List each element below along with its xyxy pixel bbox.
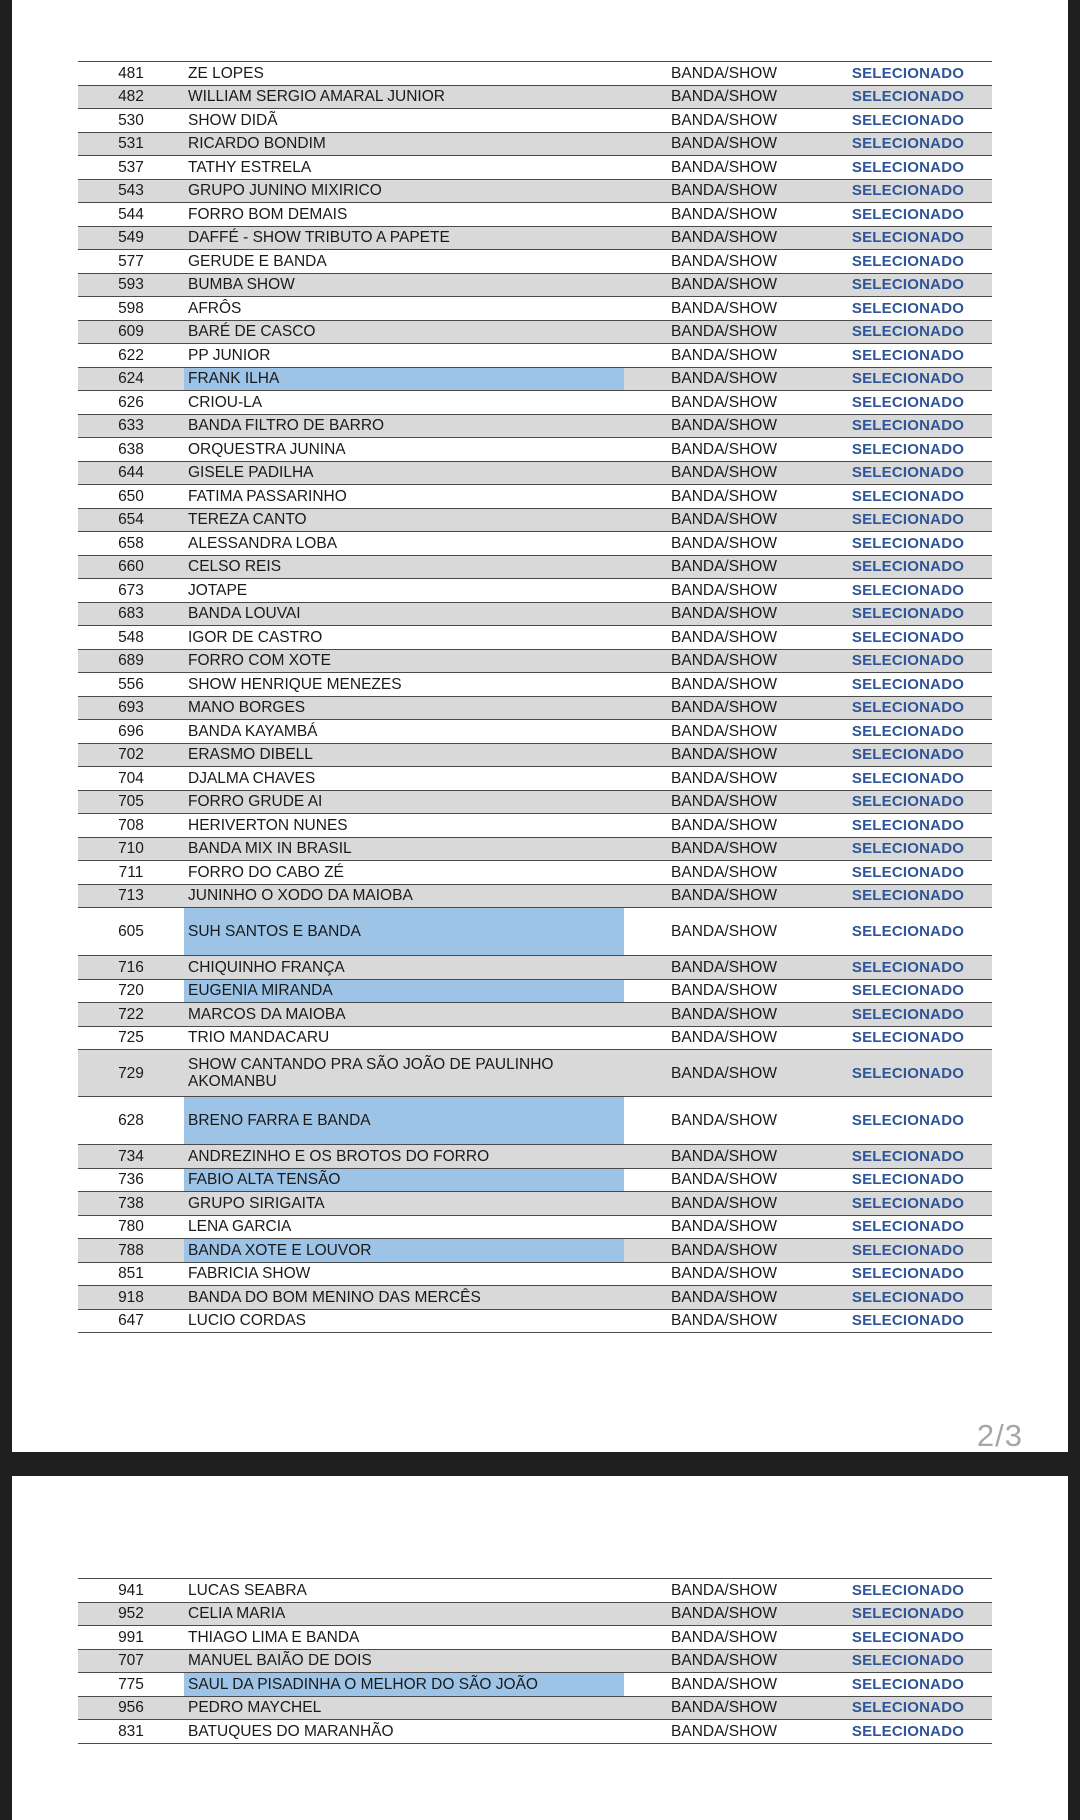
entry-category: BANDA/SHOW — [624, 156, 824, 180]
entry-id: 660 — [78, 555, 184, 579]
entry-status: SELECIONADO — [824, 861, 992, 885]
entry-category: BANDA/SHOW — [624, 884, 824, 908]
entry-status: SELECIONADO — [824, 1309, 992, 1333]
table-row — [78, 1097, 992, 1145]
entry-name: SAUL DA PISADINHA O MELHOR DO SÃO JOÃO — [184, 1673, 624, 1697]
table-row — [78, 250, 992, 274]
entry-name: IGOR DE CASTRO — [184, 626, 624, 650]
entry-name: THIAGO LIMA E BANDA — [184, 1626, 624, 1650]
entry-category: BANDA/SHOW — [624, 320, 824, 344]
entry-name: BANDA FILTRO DE BARRO — [184, 414, 624, 438]
entry-category: BANDA/SHOW — [624, 908, 824, 956]
entry-name: DJALMA CHAVES — [184, 767, 624, 791]
table-row — [78, 743, 992, 767]
entry-category: BANDA/SHOW — [624, 790, 824, 814]
table-row — [78, 1649, 992, 1673]
table-row — [78, 767, 992, 791]
entry-id: 638 — [78, 438, 184, 462]
entry-id: 605 — [78, 908, 184, 956]
entry-name: GRUPO JUNINO MIXIRICO — [184, 179, 624, 203]
entry-name: BUMBA SHOW — [184, 273, 624, 297]
entry-name: WILLIAM SERGIO AMARAL JUNIOR — [184, 85, 624, 109]
page-indicator: 2/3 — [976, 1418, 1023, 1452]
entry-name: BARÉ DE CASCO — [184, 320, 624, 344]
entry-name: GRUPO SIRIGAITA — [184, 1192, 624, 1216]
entry-category: BANDA/SHOW — [624, 1097, 824, 1145]
entry-status: SELECIONADO — [824, 414, 992, 438]
entry-status: SELECIONADO — [824, 1003, 992, 1027]
entry-category: BANDA/SHOW — [624, 1215, 824, 1239]
entry-category: BANDA/SHOW — [624, 485, 824, 509]
table-row — [78, 696, 992, 720]
entry-name: FORRO DO CABO ZÉ — [184, 861, 624, 885]
entry-name: FATIMA PASSARINHO — [184, 485, 624, 509]
table-row — [78, 720, 992, 744]
entry-id: 788 — [78, 1239, 184, 1263]
entry-status: SELECIONADO — [824, 320, 992, 344]
entry-status: SELECIONADO — [824, 814, 992, 838]
entry-name: RICARDO BONDIM — [184, 132, 624, 156]
entry-id: 720 — [78, 979, 184, 1003]
entry-category: BANDA/SHOW — [624, 367, 824, 391]
entry-status: SELECIONADO — [824, 344, 992, 368]
entry-category: BANDA/SHOW — [624, 438, 824, 462]
entry-name: SHOW HENRIQUE MENEZES — [184, 673, 624, 697]
entry-id: 738 — [78, 1192, 184, 1216]
table-row — [78, 438, 992, 462]
entry-status: SELECIONADO — [824, 461, 992, 485]
table-row — [78, 156, 992, 180]
entry-status: SELECIONADO — [824, 1602, 992, 1626]
entry-id: 624 — [78, 367, 184, 391]
entry-name: ZE LOPES — [184, 62, 624, 86]
entry-category: BANDA/SHOW — [624, 85, 824, 109]
entry-status: SELECIONADO — [824, 696, 992, 720]
entry-id: 775 — [78, 1673, 184, 1697]
entry-status: SELECIONADO — [824, 156, 992, 180]
entry-name: ORQUESTRA JUNINA — [184, 438, 624, 462]
entry-id: 689 — [78, 649, 184, 673]
table-row — [78, 626, 992, 650]
entry-id: 556 — [78, 673, 184, 697]
entry-name: SUH SANTOS E BANDA — [184, 908, 624, 956]
entry-id: 693 — [78, 696, 184, 720]
entry-category: BANDA/SHOW — [624, 1239, 824, 1263]
entry-id: 543 — [78, 179, 184, 203]
entry-category: BANDA/SHOW — [624, 203, 824, 227]
table-row — [78, 814, 992, 838]
entry-name: HERIVERTON NUNES — [184, 814, 624, 838]
table-row — [78, 320, 992, 344]
table-row — [78, 1192, 992, 1216]
entry-name: LUCIO CORDAS — [184, 1309, 624, 1333]
entry-id: 609 — [78, 320, 184, 344]
table-row — [78, 555, 992, 579]
entry-id: 711 — [78, 861, 184, 885]
entry-status: SELECIONADO — [824, 837, 992, 861]
entry-id: 702 — [78, 743, 184, 767]
table-row — [78, 790, 992, 814]
entry-id: 537 — [78, 156, 184, 180]
table-row — [78, 1579, 992, 1603]
table-row — [78, 1673, 992, 1697]
entry-category: BANDA/SHOW — [624, 1720, 824, 1744]
entry-category: BANDA/SHOW — [624, 1286, 824, 1310]
entry-id: 705 — [78, 790, 184, 814]
entry-status: SELECIONADO — [824, 532, 992, 556]
entry-status: SELECIONADO — [824, 1192, 992, 1216]
entry-name: MANO BORGES — [184, 696, 624, 720]
entry-name: BANDA LOUVAI — [184, 602, 624, 626]
entry-id: 851 — [78, 1262, 184, 1286]
entry-status: SELECIONADO — [824, 438, 992, 462]
entry-name: BANDA XOTE E LOUVOR — [184, 1239, 624, 1263]
entry-status: SELECIONADO — [824, 1145, 992, 1169]
entry-name: CHIQUINHO FRANÇA — [184, 956, 624, 980]
entry-category: BANDA/SHOW — [624, 1626, 824, 1650]
table-row — [78, 579, 992, 603]
table-row — [78, 1026, 992, 1050]
table-row — [78, 1050, 992, 1097]
entry-status: SELECIONADO — [824, 1097, 992, 1145]
entry-category: BANDA/SHOW — [624, 673, 824, 697]
entry-category: BANDA/SHOW — [624, 1026, 824, 1050]
entry-status: SELECIONADO — [824, 956, 992, 980]
entry-status: SELECIONADO — [824, 1239, 992, 1263]
entry-id: 647 — [78, 1309, 184, 1333]
table-row — [78, 1145, 992, 1169]
entry-name: CELSO REIS — [184, 555, 624, 579]
entry-name: FORRO GRUDE AI — [184, 790, 624, 814]
entry-id: 548 — [78, 626, 184, 650]
table-row — [78, 1602, 992, 1626]
entry-name: MANUEL BAIÃO DE DOIS — [184, 1649, 624, 1673]
table-row — [78, 602, 992, 626]
entry-status: SELECIONADO — [824, 790, 992, 814]
table-row — [78, 956, 992, 980]
table-row — [78, 1309, 992, 1333]
entry-status: SELECIONADO — [824, 1050, 992, 1097]
entry-name: MARCOS DA MAIOBA — [184, 1003, 624, 1027]
entry-id: 531 — [78, 132, 184, 156]
entry-status: SELECIONADO — [824, 485, 992, 509]
entry-status: SELECIONADO — [824, 1626, 992, 1650]
entry-name: TEREZA CANTO — [184, 508, 624, 532]
entry-category: BANDA/SHOW — [624, 109, 824, 133]
entry-category: BANDA/SHOW — [624, 1602, 824, 1626]
entry-name: ALESSANDRA LOBA — [184, 532, 624, 556]
entry-id: 673 — [78, 579, 184, 603]
table-row — [78, 1626, 992, 1650]
entry-status: SELECIONADO — [824, 579, 992, 603]
entry-id: 644 — [78, 461, 184, 485]
entry-name: FORRO COM XOTE — [184, 649, 624, 673]
entry-id: 704 — [78, 767, 184, 791]
entry-name: JUNINHO O XODO DA MAIOBA — [184, 884, 624, 908]
entry-status: SELECIONADO — [824, 62, 992, 86]
entry-status: SELECIONADO — [824, 85, 992, 109]
entry-name: PP JUNIOR — [184, 344, 624, 368]
entry-status: SELECIONADO — [824, 1579, 992, 1603]
entry-status: SELECIONADO — [824, 203, 992, 227]
entry-category: BANDA/SHOW — [624, 297, 824, 321]
entry-id: 722 — [78, 1003, 184, 1027]
entry-name: CELIA MARIA — [184, 1602, 624, 1626]
table-row — [78, 203, 992, 227]
entry-status: SELECIONADO — [824, 1286, 992, 1310]
entry-id: 658 — [78, 532, 184, 556]
entry-name: DAFFÉ - SHOW TRIBUTO A PAPETE — [184, 226, 624, 250]
results-table-continued — [78, 1578, 992, 1744]
entry-category: BANDA/SHOW — [624, 602, 824, 626]
entry-category: BANDA/SHOW — [624, 767, 824, 791]
entry-status: SELECIONADO — [824, 367, 992, 391]
entry-category: BANDA/SHOW — [624, 814, 824, 838]
entry-id: 628 — [78, 1097, 184, 1145]
entry-status: SELECIONADO — [824, 508, 992, 532]
entry-category: BANDA/SHOW — [624, 956, 824, 980]
entry-name: EUGENIA MIRANDA — [184, 979, 624, 1003]
entry-id: 710 — [78, 837, 184, 861]
entry-category: BANDA/SHOW — [624, 720, 824, 744]
table-row — [78, 649, 992, 673]
table-row — [78, 414, 992, 438]
table-row — [78, 62, 992, 86]
table-row — [78, 461, 992, 485]
entry-id: 696 — [78, 720, 184, 744]
results-table — [78, 61, 992, 1333]
entry-category: BANDA/SHOW — [624, 979, 824, 1003]
table-row — [78, 673, 992, 697]
entry-status: SELECIONADO — [824, 767, 992, 791]
entry-name: BANDA KAYAMBÁ — [184, 720, 624, 744]
entry-category: BANDA/SHOW — [624, 579, 824, 603]
entry-id: 530 — [78, 109, 184, 133]
entry-category: BANDA/SHOW — [624, 1168, 824, 1192]
entry-category: BANDA/SHOW — [624, 344, 824, 368]
entry-id: 577 — [78, 250, 184, 274]
table-row — [78, 1720, 992, 1744]
table-row — [78, 508, 992, 532]
entry-category: BANDA/SHOW — [624, 1003, 824, 1027]
entry-name: TRIO MANDACARU — [184, 1026, 624, 1050]
entry-status: SELECIONADO — [824, 743, 992, 767]
entry-id: 736 — [78, 1168, 184, 1192]
table-row — [78, 273, 992, 297]
entry-id: 707 — [78, 1649, 184, 1673]
entry-id: 716 — [78, 956, 184, 980]
entry-category: BANDA/SHOW — [624, 861, 824, 885]
entry-category: BANDA/SHOW — [624, 1050, 824, 1097]
entry-id: 956 — [78, 1696, 184, 1720]
entry-status: SELECIONADO — [824, 1215, 992, 1239]
table-row — [78, 1286, 992, 1310]
entry-name: FRANK ILHA — [184, 367, 624, 391]
entry-status: SELECIONADO — [824, 1696, 992, 1720]
entry-id: 650 — [78, 485, 184, 509]
entry-category: BANDA/SHOW — [624, 62, 824, 86]
entry-id: 683 — [78, 602, 184, 626]
document-page-3 — [12, 1476, 1068, 1820]
entry-status: SELECIONADO — [824, 979, 992, 1003]
entry-id: 549 — [78, 226, 184, 250]
entry-id: 598 — [78, 297, 184, 321]
table-row — [78, 979, 992, 1003]
table-row — [78, 884, 992, 908]
entry-status: SELECIONADO — [824, 1649, 992, 1673]
entry-id: 780 — [78, 1215, 184, 1239]
entry-status: SELECIONADO — [824, 391, 992, 415]
entry-name: GISELE PADILHA — [184, 461, 624, 485]
entry-category: BANDA/SHOW — [624, 1579, 824, 1603]
entry-status: SELECIONADO — [824, 250, 992, 274]
table-row — [78, 179, 992, 203]
entry-status: SELECIONADO — [824, 884, 992, 908]
entry-id: 952 — [78, 1602, 184, 1626]
entry-name: LUCAS SEABRA — [184, 1579, 624, 1603]
entry-id: 481 — [78, 62, 184, 86]
entry-category: BANDA/SHOW — [624, 532, 824, 556]
entry-category: BANDA/SHOW — [624, 461, 824, 485]
table-row — [78, 837, 992, 861]
entry-category: BANDA/SHOW — [624, 743, 824, 767]
entry-category: BANDA/SHOW — [624, 1673, 824, 1697]
entry-id: 544 — [78, 203, 184, 227]
entry-status: SELECIONADO — [824, 1720, 992, 1744]
entry-id: 831 — [78, 1720, 184, 1744]
table-row — [78, 1696, 992, 1720]
entry-id: 708 — [78, 814, 184, 838]
entry-name: ANDREZINHO E OS BROTOS DO FORRO — [184, 1145, 624, 1169]
table-row — [78, 532, 992, 556]
entry-status: SELECIONADO — [824, 1168, 992, 1192]
entry-category: BANDA/SHOW — [624, 696, 824, 720]
entry-status: SELECIONADO — [824, 720, 992, 744]
entry-status: SELECIONADO — [824, 132, 992, 156]
entry-status: SELECIONADO — [824, 1026, 992, 1050]
entry-name: LENA GARCIA — [184, 1215, 624, 1239]
entry-id: 918 — [78, 1286, 184, 1310]
entry-name: BATUQUES DO MARANHÃO — [184, 1720, 624, 1744]
entry-status: SELECIONADO — [824, 179, 992, 203]
entry-id: 729 — [78, 1050, 184, 1097]
entry-status: SELECIONADO — [824, 1673, 992, 1697]
entry-name: AFRÔS — [184, 297, 624, 321]
entry-id: 626 — [78, 391, 184, 415]
entry-category: BANDA/SHOW — [624, 649, 824, 673]
entry-category: BANDA/SHOW — [624, 1145, 824, 1169]
entry-status: SELECIONADO — [824, 908, 992, 956]
entry-status: SELECIONADO — [824, 626, 992, 650]
entry-category: BANDA/SHOW — [624, 1696, 824, 1720]
table-row — [78, 391, 992, 415]
table-row — [78, 1215, 992, 1239]
entry-id: 713 — [78, 884, 184, 908]
entry-status: SELECIONADO — [824, 649, 992, 673]
entry-status: SELECIONADO — [824, 602, 992, 626]
entry-category: BANDA/SHOW — [624, 226, 824, 250]
entry-status: SELECIONADO — [824, 226, 992, 250]
entry-status: SELECIONADO — [824, 273, 992, 297]
entry-id: 654 — [78, 508, 184, 532]
entry-name: FABIO ALTA TENSÃO — [184, 1168, 624, 1192]
entry-category: BANDA/SHOW — [624, 132, 824, 156]
table-row — [78, 908, 992, 956]
entry-category: BANDA/SHOW — [624, 179, 824, 203]
table-row — [78, 226, 992, 250]
table-row — [78, 1003, 992, 1027]
entry-category: BANDA/SHOW — [624, 273, 824, 297]
entry-name: PEDRO MAYCHEL — [184, 1696, 624, 1720]
entry-category: BANDA/SHOW — [624, 1309, 824, 1333]
entry-name: BANDA DO BOM MENINO DAS MERCÊS — [184, 1286, 624, 1310]
entry-category: BANDA/SHOW — [624, 555, 824, 579]
entry-name: FORRO BOM DEMAIS — [184, 203, 624, 227]
entry-category: BANDA/SHOW — [624, 414, 824, 438]
entry-name: GERUDE E BANDA — [184, 250, 624, 274]
table-row — [78, 344, 992, 368]
entry-category: BANDA/SHOW — [624, 250, 824, 274]
entry-status: SELECIONADO — [824, 555, 992, 579]
table-row — [78, 1168, 992, 1192]
entry-category: BANDA/SHOW — [624, 626, 824, 650]
entry-category: BANDA/SHOW — [624, 1649, 824, 1673]
entry-name: SHOW CANTANDO PRA SÃO JOÃO DE PAULINHO AKOMANBU — [184, 1050, 624, 1097]
entry-status: SELECIONADO — [824, 109, 992, 133]
entry-name: FABRICIA SHOW — [184, 1262, 624, 1286]
entry-category: BANDA/SHOW — [624, 1262, 824, 1286]
entry-id: 482 — [78, 85, 184, 109]
entry-name: CRIOU-LA — [184, 391, 624, 415]
entry-id: 734 — [78, 1145, 184, 1169]
entry-category: BANDA/SHOW — [624, 508, 824, 532]
entry-name: BANDA MIX IN BRASIL — [184, 837, 624, 861]
table-row — [78, 1239, 992, 1263]
entry-status: SELECIONADO — [824, 673, 992, 697]
table-row — [78, 861, 992, 885]
entry-category: BANDA/SHOW — [624, 837, 824, 861]
document-page-2 — [12, 0, 1068, 1452]
entry-name: JOTAPE — [184, 579, 624, 603]
entry-status: SELECIONADO — [824, 297, 992, 321]
entry-status: SELECIONADO — [824, 1262, 992, 1286]
table-row — [78, 132, 992, 156]
table-row — [78, 485, 992, 509]
entry-category: BANDA/SHOW — [624, 391, 824, 415]
table-row — [78, 85, 992, 109]
entry-name: ERASMO DIBELL — [184, 743, 624, 767]
entry-name: SHOW DIDÃ — [184, 109, 624, 133]
entry-id: 725 — [78, 1026, 184, 1050]
entry-id: 593 — [78, 273, 184, 297]
entry-id: 941 — [78, 1579, 184, 1603]
table-row — [78, 367, 992, 391]
entry-id: 633 — [78, 414, 184, 438]
entry-name: TATHY ESTRELA — [184, 156, 624, 180]
table-row — [78, 297, 992, 321]
entry-id: 991 — [78, 1626, 184, 1650]
entry-id: 622 — [78, 344, 184, 368]
table-row — [78, 1262, 992, 1286]
entry-category: BANDA/SHOW — [624, 1192, 824, 1216]
entry-name: BRENO FARRA E BANDA — [184, 1097, 624, 1145]
table-row — [78, 109, 992, 133]
